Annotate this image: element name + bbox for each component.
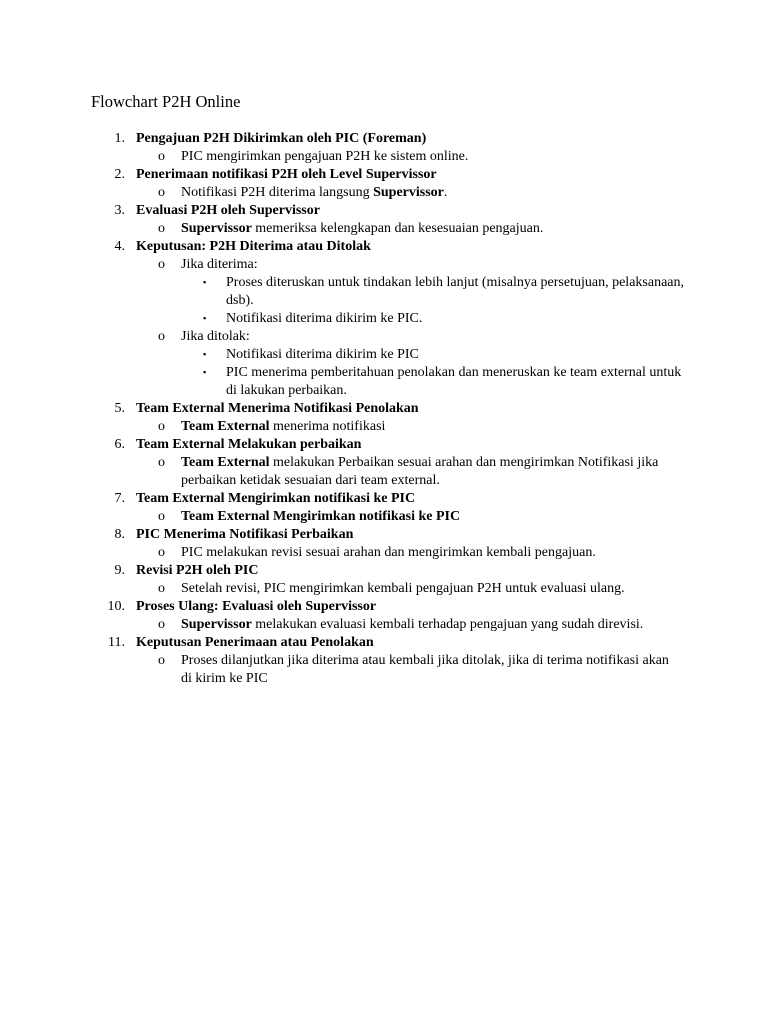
sub-item-bold-text: Supervissor bbox=[181, 221, 252, 236]
step-number: 6. bbox=[114, 437, 125, 452]
step-heading: Proses Ulang: Evaluasi oleh Supervissor bbox=[136, 599, 377, 614]
sub-list-item bbox=[0, 328, 768, 346]
circle-bullet-icon: o bbox=[158, 581, 165, 596]
sub-sub-item-text: Notifikasi diterima dikirim ke PIC. bbox=[226, 311, 423, 326]
document-title: Flowchart P2H Online bbox=[91, 92, 241, 111]
sub-item-text bbox=[181, 418, 681, 436]
list-item bbox=[0, 400, 768, 418]
square-bullet-icon: ▪ bbox=[203, 277, 207, 287]
step-number: 10. bbox=[107, 599, 125, 614]
step-heading: Keputusan Penerimaan atau Penolakan bbox=[136, 635, 374, 650]
step-heading: Revisi P2H oleh PIC bbox=[136, 563, 259, 578]
sub-item-body-text: memeriksa kelengkapan dan kesesuaian pengajuan. bbox=[251, 221, 544, 236]
sub-item-body-text: . bbox=[443, 185, 448, 200]
step-number: 5. bbox=[114, 401, 125, 416]
sub-item-body-text: melakukan Perbaikan sesuai arahan dan mengirimkan Notifikasi jika perbaikan ketidak sesuaian dari team external. bbox=[181, 455, 659, 488]
step-heading: Team External Melakukan perbaikan bbox=[136, 437, 362, 452]
sub-item-body-text: Setelah revisi, PIC mengirimkan kembali pengajuan P2H untuk evaluasi ulang. bbox=[181, 581, 625, 596]
sub-sub-item-text: Notifikasi diterima dikirim ke PIC bbox=[226, 347, 419, 362]
sub-item-text bbox=[181, 580, 681, 598]
list-item bbox=[0, 130, 768, 148]
list-item bbox=[0, 634, 768, 652]
list-item bbox=[0, 526, 768, 544]
list-item bbox=[0, 202, 768, 220]
sub-item-bold-text: Supervissor bbox=[181, 617, 252, 632]
sub-item-text bbox=[181, 328, 681, 346]
sub-item-body-text: Jika ditolak: bbox=[181, 329, 250, 344]
step-number: 1. bbox=[114, 131, 125, 146]
sub-item-bold-text: Supervissor bbox=[373, 185, 444, 200]
sub-item-body-text: PIC mengirimkan pengajuan P2H ke sistem online. bbox=[181, 149, 469, 164]
sub-list-item bbox=[0, 508, 768, 526]
sub-sub-item-text: PIC menerima pemberitahuan penolakan dan meneruskan ke team external untuk di lakukan perbaikan. bbox=[226, 365, 682, 398]
sub-list-item bbox=[0, 220, 768, 238]
sub-item-body-text: menerima notifikasi bbox=[269, 419, 386, 434]
sub-sub-list-item bbox=[0, 274, 768, 310]
circle-bullet-icon: o bbox=[158, 509, 165, 524]
sub-item-bold-text: Team External bbox=[181, 455, 270, 470]
sub-sub-list-item bbox=[0, 310, 768, 328]
sub-list-item bbox=[0, 184, 768, 202]
circle-bullet-icon: o bbox=[158, 185, 165, 200]
sub-item-text bbox=[181, 616, 681, 634]
sub-item-text bbox=[181, 148, 681, 166]
square-bullet-icon: ▪ bbox=[203, 367, 207, 377]
list-item bbox=[0, 490, 768, 508]
sub-item-body-text: melakukan evaluasi kembali terhadap pengajuan yang sudah direvisi. bbox=[251, 617, 644, 632]
sub-item-text bbox=[181, 508, 681, 526]
list-item bbox=[0, 238, 768, 256]
list-item bbox=[0, 598, 768, 616]
square-bullet-icon: ▪ bbox=[203, 313, 207, 323]
sub-item-text bbox=[181, 544, 681, 562]
circle-bullet-icon: o bbox=[158, 617, 165, 632]
step-number: 4. bbox=[114, 239, 125, 254]
sub-list-item bbox=[0, 418, 768, 436]
step-number: 2. bbox=[114, 167, 125, 182]
circle-bullet-icon: o bbox=[158, 653, 165, 668]
list-item bbox=[0, 166, 768, 184]
flow-step-list bbox=[0, 130, 768, 688]
step-heading: PIC Menerima Notifikasi Perbaikan bbox=[136, 527, 354, 542]
sub-item-text bbox=[181, 184, 681, 202]
circle-bullet-icon: o bbox=[158, 221, 165, 236]
sub-sub-list-item bbox=[0, 346, 768, 364]
circle-bullet-icon: o bbox=[158, 419, 165, 434]
circle-bullet-icon: o bbox=[158, 257, 165, 272]
step-number: 7. bbox=[114, 491, 125, 506]
sub-item-text bbox=[181, 652, 681, 688]
sub-item-text bbox=[181, 454, 681, 490]
sub-list-item bbox=[0, 580, 768, 598]
sub-item-body-text: Jika diterima: bbox=[181, 257, 258, 272]
square-bullet-icon: ▪ bbox=[203, 349, 207, 359]
sub-sub-item-text: Proses diteruskan untuk tindakan lebih lanjut (misalnya persetujuan, pelaksanaan, dsb). bbox=[226, 275, 684, 308]
sub-list-item bbox=[0, 616, 768, 634]
circle-bullet-icon: o bbox=[158, 455, 165, 470]
step-heading: Team External Mengirimkan notifikasi ke PIC bbox=[136, 491, 416, 506]
step-heading: Keputusan: P2H Diterima atau Ditolak bbox=[136, 239, 371, 254]
sub-list-item bbox=[0, 454, 768, 490]
step-number: 9. bbox=[114, 563, 125, 578]
step-number: 11. bbox=[108, 635, 125, 650]
circle-bullet-icon: o bbox=[158, 329, 165, 344]
step-heading: Team External Menerima Notifikasi Penolakan bbox=[136, 401, 419, 416]
sub-item-body-text: Notifikasi P2H diterima langsung bbox=[181, 185, 374, 200]
list-item bbox=[0, 562, 768, 580]
sub-list-item bbox=[0, 148, 768, 166]
step-heading: Evaluasi P2H oleh Supervissor bbox=[136, 203, 320, 218]
step-number: 3. bbox=[114, 203, 125, 218]
step-heading: Penerimaan notifikasi P2H oleh Level Supervissor bbox=[136, 167, 437, 182]
circle-bullet-icon: o bbox=[158, 545, 165, 560]
sub-list-item bbox=[0, 652, 768, 688]
step-number: 8. bbox=[114, 527, 125, 542]
circle-bullet-icon: o bbox=[158, 149, 165, 164]
sub-sub-list-item bbox=[0, 364, 768, 400]
sub-item-body-text: PIC melakukan revisi sesuai arahan dan mengirimkan kembali pengajuan. bbox=[181, 545, 596, 560]
sub-list-item bbox=[0, 256, 768, 274]
step-heading: Pengajuan P2H Dikirimkan oleh PIC (Foreman) bbox=[136, 131, 427, 146]
sub-item-body-text: Proses dilanjutkan jika diterima atau kembali jika ditolak, jika di terima notifikasi akan di kirim ke PIC bbox=[181, 653, 669, 686]
sub-list-item bbox=[0, 544, 768, 562]
list-item bbox=[0, 436, 768, 454]
sub-item-text bbox=[181, 220, 681, 238]
sub-item-bold-text: Team External Mengirimkan notifikasi ke PIC bbox=[181, 509, 461, 524]
sub-item-text bbox=[181, 256, 681, 274]
sub-item-bold-text: Team External bbox=[181, 419, 270, 434]
